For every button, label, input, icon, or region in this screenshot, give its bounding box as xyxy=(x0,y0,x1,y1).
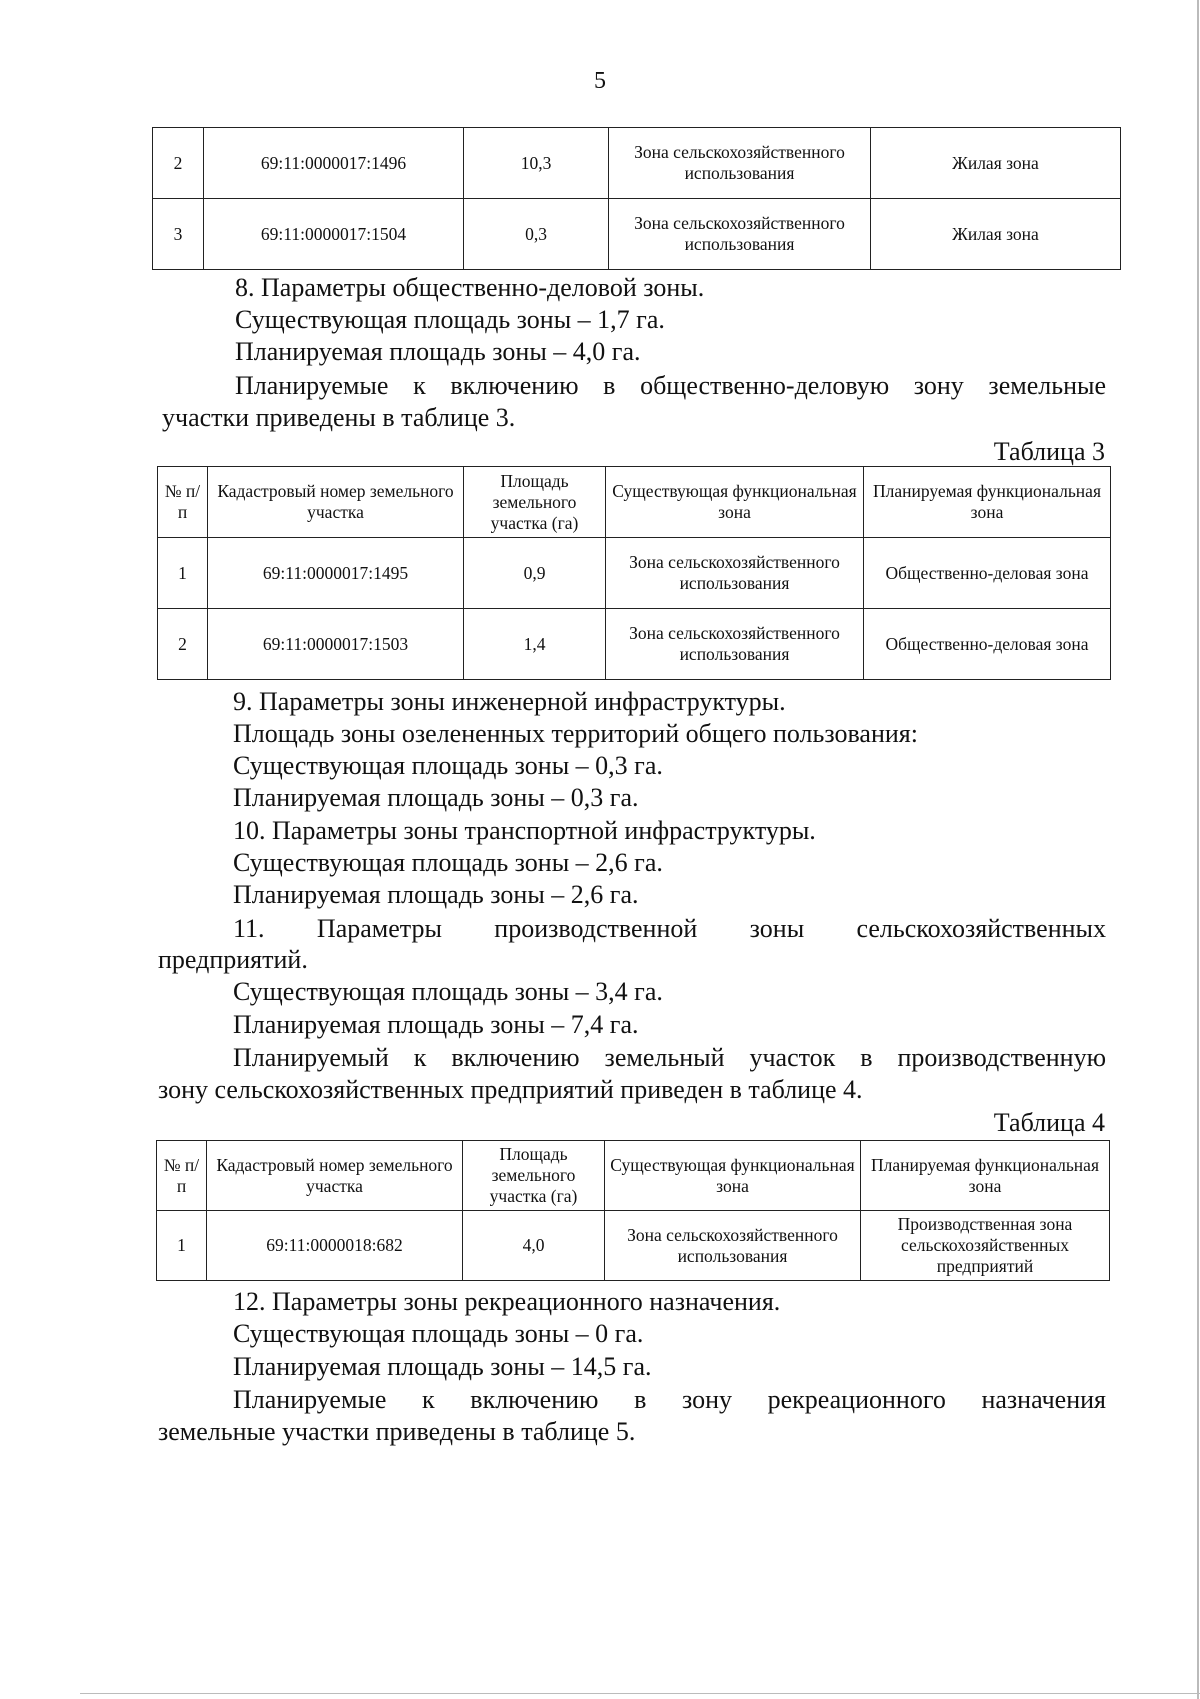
section-11-heading-line1: 11. Параметры производственной зоны сельскохозяйственных xyxy=(233,914,1106,943)
section-8-heading: 8. Параметры общественно-деловой зоны. xyxy=(235,273,705,302)
column-header: Существующая функциональная зона xyxy=(606,467,864,538)
section-8-existing: Существующая площадь зоны – 1,7 га. xyxy=(235,305,665,334)
column-header: № п/п xyxy=(158,467,208,538)
table-3 xyxy=(157,466,1111,680)
table-cell: 10,3 xyxy=(464,128,609,199)
table-row xyxy=(157,1211,1110,1281)
table-row xyxy=(158,609,1111,680)
section-10-planned: Планируемая площадь зоны – 2,6 га. xyxy=(233,880,639,909)
section-8-intro-line1: Планируемые к включению в общественно-деловую зону земельные xyxy=(235,371,1106,400)
table-2-continuation xyxy=(152,127,1121,270)
table-4-caption: Таблица 4 xyxy=(993,1108,1105,1137)
scan-edge-right xyxy=(1197,0,1199,1699)
table-cell: Общественно-деловая зона xyxy=(864,609,1111,680)
table-cell: 3 xyxy=(153,199,204,270)
table-cell: 69:11:0000017:1496 xyxy=(204,128,464,199)
column-header: Площадь земельного участка (га) xyxy=(463,1141,605,1211)
table-cell: Зона сельскохозяйственного использования xyxy=(605,1211,861,1281)
table-cell: 69:11:0000017:1503 xyxy=(208,609,464,680)
table-cell: 0,3 xyxy=(464,199,609,270)
table-row xyxy=(153,199,1121,270)
table-cell: Общественно-деловая зона xyxy=(864,538,1111,609)
section-12-intro-line2: земельные участки приведены в таблице 5. xyxy=(158,1417,636,1446)
column-header: Кадастровый номер земельного участка xyxy=(207,1141,463,1211)
table-cell: 2 xyxy=(153,128,204,199)
section-11-intro-line1: Планируемый к включению земельный участок в производственную xyxy=(233,1043,1106,1072)
table-cell: 69:11:0000017:1504 xyxy=(204,199,464,270)
section-9-heading: 9. Параметры зоны инженерной инфраструктуры. xyxy=(233,687,786,716)
table-cell: 1 xyxy=(157,1211,207,1281)
section-8-planned: Планируемая площадь зоны – 4,0 га. xyxy=(235,337,641,366)
section-11-intro-line2: зону сельскохозяйственных предприятий приведен в таблице 4. xyxy=(158,1075,863,1104)
column-header: № п/п xyxy=(157,1141,207,1211)
table-cell: Зона сельскохозяйственного использования xyxy=(606,538,864,609)
section-9-planned: Планируемая площадь зоны – 0,3 га. xyxy=(233,783,639,812)
section-12-planned: Планируемая площадь зоны – 14,5 га. xyxy=(233,1352,652,1381)
table-cell: 69:11:0000017:1495 xyxy=(208,538,464,609)
section-12-intro-line1: Планируемые к включению в зону рекреационного назначения xyxy=(233,1385,1106,1414)
scan-edge-bottom xyxy=(80,1693,1200,1694)
section-11-planned: Планируемая площадь зоны – 7,4 га. xyxy=(233,1010,639,1039)
section-11-existing: Существующая площадь зоны – 3,4 га. xyxy=(233,977,663,1006)
table-cell: Жилая зона xyxy=(871,128,1121,199)
table-cell: 69:11:0000018:682 xyxy=(207,1211,463,1281)
table-cell: 1 xyxy=(158,538,208,609)
table-cell: 0,9 xyxy=(464,538,606,609)
section-11-heading-line2: предприятий. xyxy=(158,945,308,974)
table-cell: Зона сельскохозяйственного использования xyxy=(609,199,871,270)
table-cell: Производственная зона сельскохозяйственных предприятий xyxy=(861,1211,1110,1281)
column-header: Существующая функциональная зона xyxy=(605,1141,861,1211)
section-8-intro-line2: участки приведены в таблице 3. xyxy=(162,403,516,432)
section-12-heading: 12. Параметры зоны рекреационного назначения. xyxy=(233,1287,781,1316)
table-cell: 4,0 xyxy=(463,1211,605,1281)
table-cell: Зона сельскохозяйственного использования xyxy=(609,128,871,199)
table-cell: Зона сельскохозяйственного использования xyxy=(606,609,864,680)
section-10-heading: 10. Параметры зоны транспортной инфраструктуры. xyxy=(233,816,816,845)
column-header: Планируемая функциональная зона xyxy=(864,467,1111,538)
column-header: Площадь земельного участка (га) xyxy=(464,467,606,538)
section-10-existing: Существующая площадь зоны – 2,6 га. xyxy=(233,848,663,877)
table-3-caption: Таблица 3 xyxy=(993,437,1105,466)
table-cell: 2 xyxy=(158,609,208,680)
table-cell: Жилая зона xyxy=(871,199,1121,270)
table-header-row xyxy=(157,1141,1110,1211)
section-12-existing: Существующая площадь зоны – 0 га. xyxy=(233,1319,644,1348)
table-row xyxy=(153,128,1121,199)
section-9-green: Площадь зоны озелененных территорий общего пользования: xyxy=(233,719,918,748)
column-header: Кадастровый номер земельного участка xyxy=(208,467,464,538)
table-row xyxy=(158,538,1111,609)
table-header-row xyxy=(158,467,1111,538)
table-cell: 1,4 xyxy=(464,609,606,680)
table-4 xyxy=(156,1140,1110,1281)
page-number: 5 xyxy=(594,68,606,94)
column-header: Планируемая функциональная зона xyxy=(861,1141,1110,1211)
section-9-existing: Существующая площадь зоны – 0,3 га. xyxy=(233,751,663,780)
